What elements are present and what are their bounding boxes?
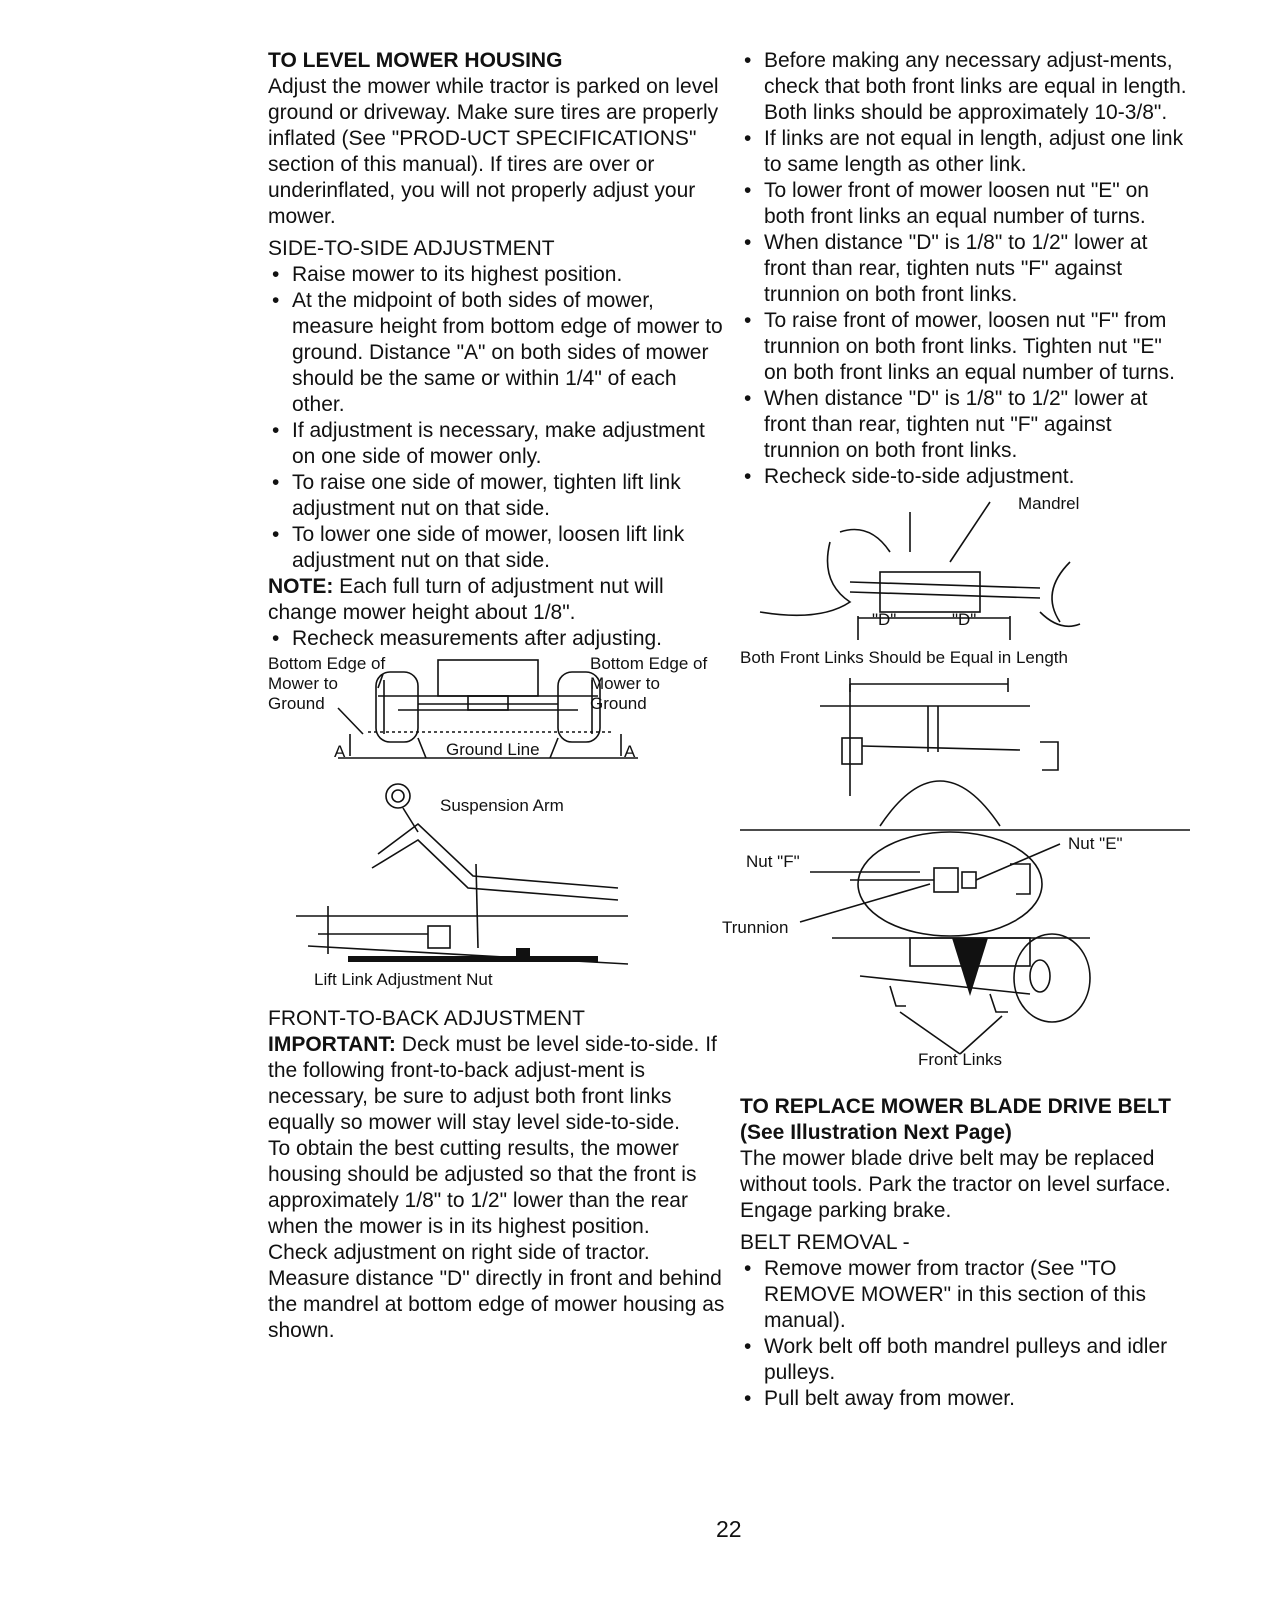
belt-removal-heading: BELT REMOVAL - [740,1231,910,1254]
recheck-list [268,626,728,652]
check-adjustment-paragraph: Check adjustment on right side of tractor. Measure distance "D" directly in front and behind the mandrel at bottom edge of mower housing as shown. [268,1241,725,1342]
a-left-label: A [334,742,346,761]
side-to-side-diagram [268,652,718,764]
nut-f-label: Nut "F" [746,852,800,871]
replace-belt-intro: The mower blade drive belt may be replaced without tools. Park the tractor on level surface. Engage parking brake. [740,1147,1171,1222]
front-link-steps [740,48,1190,490]
d-front-label: "D" [872,610,897,629]
note-label: NOTE: [268,575,334,598]
list-item: • Remove mower from tractor (See "TO REMOVE MOWER" in this section of this manual). [740,1256,1190,1334]
front-links-drawing [740,676,1190,1056]
best-results-paragraph: To obtain the best cutting results, the mower housing should be adjusted so that the front is approximately 1/8" to 1/2" lower than the rear when the mower is in its highest position. [268,1137,697,1238]
suspension-arm-diagram [268,776,718,989]
side-to-side-heading: SIDE-TO-SIDE ADJUSTMENT [268,237,555,260]
belt-removal-steps [740,1256,1190,1412]
mandrel-diagram [740,492,1180,642]
lift-link-label: Lift Link Adjustment Nut [314,970,493,989]
list-item: • At the midpoint of both sides of mower, measure height from bottom edge of mower to ground. Distance "A" on both sides of mower should be the same or within 1/4" of each other. [268,288,728,418]
list-item: • Raise mower to its highest position. [268,262,728,288]
list-item: • To raise one side of mower, tighten lift link adjustment nut on that side. [268,470,728,522]
list-item: • Work belt off both mandrel pulleys and idler pulleys. [740,1334,1190,1386]
important-text: Deck must be level side-to-side. If the following front-to-back adjust-ment is necessary, be sure to adjust both front links equally so mower will stay level side-to-side. [268,1033,717,1134]
list-item: • To lower front of mower loosen nut "E" on both front links an equal number of turns. [740,178,1190,230]
list-item: • If links are not equal in length, adjust one link to same length as other link. [740,126,1190,178]
note [268,574,728,626]
nut-e-label: Nut "E" [1068,834,1123,853]
list-item: • Recheck measurements after adjusting. [268,626,728,652]
suspension-arm-label: Suspension Arm [440,796,564,815]
level-housing-heading: TO LEVEL MOWER HOUSING [268,49,563,72]
page-number: 22 [716,1516,742,1542]
side-to-side-steps [268,262,728,574]
list-item: • When distance "D" is 1/8" to 1/2" lower at front than rear, tighten nut "F" against trunnion on both front links. [740,386,1190,464]
list-item: • To lower one side of mower, loosen lift link adjustment nut on that side. [268,522,728,574]
list-item: • Pull belt away from mower. [740,1386,1190,1412]
list-item: • Before making any necessary adjust-ments, check that both front links are equal in length. Both links should be approximately 10-3/8". [740,48,1190,126]
note-text: Each full turn of adjustment nut will change mower height about 1/8". [268,575,664,624]
right-bottom-edge-label: Bottom Edge of Mower to Ground [590,654,708,713]
list-item: • Recheck side-to-side adjustment. [740,464,1190,490]
trunnion-label: Trunnion [722,918,789,937]
ground-line-label: Ground Line [446,740,540,759]
list-item: • If adjustment is necessary, make adjustment on one side of mower only. [268,418,728,470]
left-column [268,48,728,1344]
front-links-diagram [722,676,1190,1056]
replace-belt-heading: TO REPLACE MOWER BLADE DRIVE BELT (See Illustration Next Page) [740,1095,1171,1144]
mandrel-label: Mandrel [1018,494,1080,513]
left-bottom-edge-label: Bottom Edge of Mower to Ground [268,654,386,713]
level-housing-intro: Adjust the mower while tractor is parked on level ground or driveway. Make sure tires are properly inflated (See "PROD-UCT SPECIFICATIONS" section of this manual). If tires are over or underinflated, you will not properly adjust your mower. [268,75,719,228]
mandrel-caption: Both Front Links Should be Equal in Length [740,648,1068,667]
important-note [268,1032,728,1136]
front-links-caption: Front Links [917,1050,1003,1069]
list-item: • When distance "D" is 1/8" to 1/2" lower at front than rear, tighten nuts "F" against trunnion on both front links. [740,230,1190,308]
front-to-back-heading: FRONT-TO-BACK ADJUSTMENT [268,1007,585,1030]
list-item: • To raise front of mower, loosen nut "F" from trunnion on both front links. Tighten nut "E" on both front links an equal number of turns. [740,308,1190,386]
a-right-label: A [624,742,636,761]
right-column [722,48,1190,1412]
important-label: IMPORTANT: [268,1033,396,1056]
d-rear-label: "D" [952,610,977,629]
